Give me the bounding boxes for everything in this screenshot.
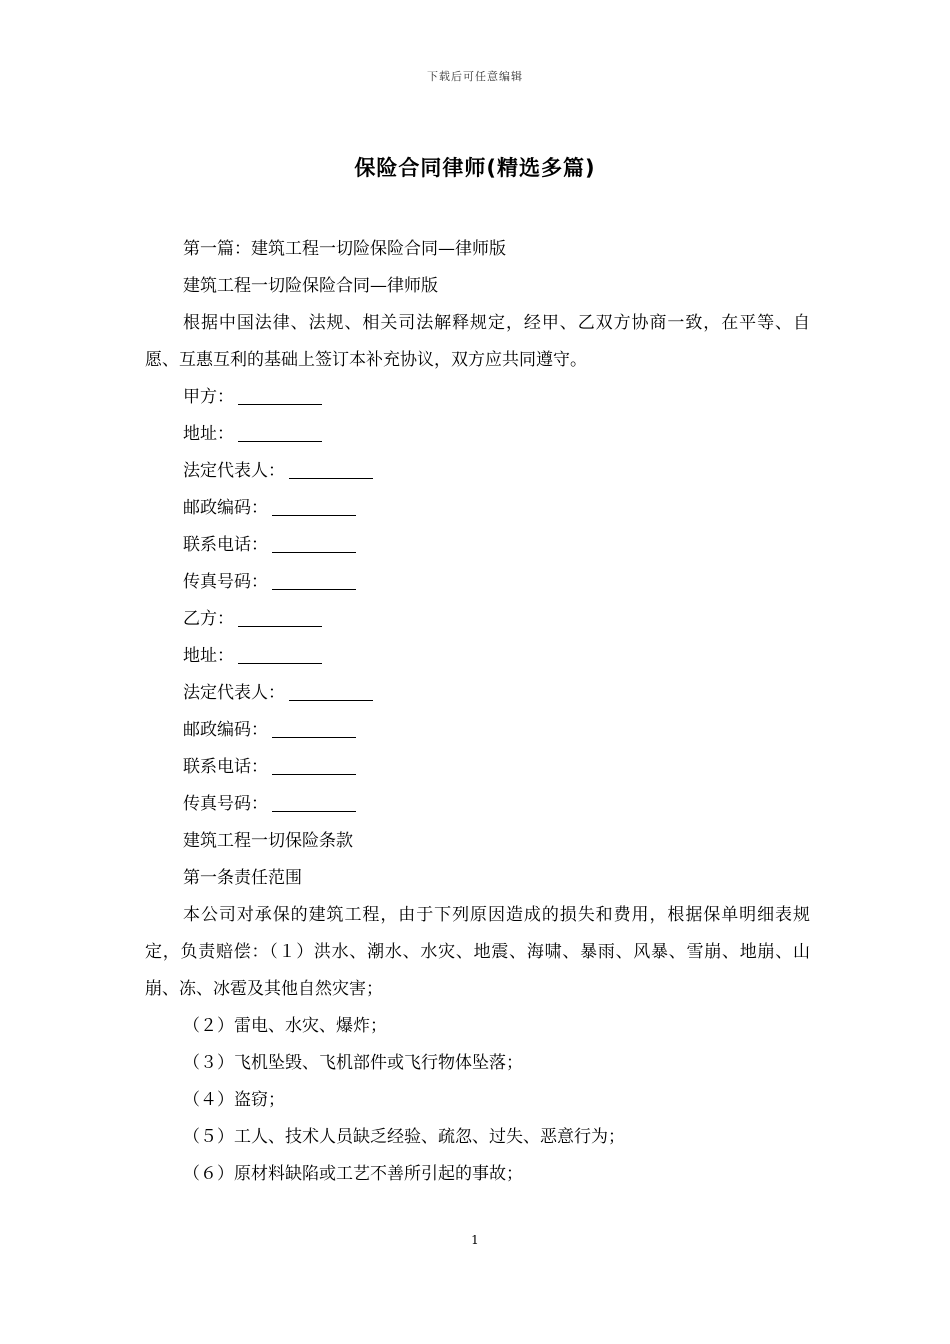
article-heading: 第一条责任范围	[183, 868, 302, 888]
fill-blank	[289, 477, 373, 479]
field-label: 地址：	[183, 646, 234, 666]
field-label: 法定代表人：	[183, 683, 285, 703]
party-a-phone-field	[145, 527, 810, 564]
party-b-phone-field	[145, 749, 810, 786]
party-b-field	[145, 601, 810, 638]
section-heading: 第一篇：建筑工程一切险保险合同—律师版	[183, 239, 506, 259]
fill-blank	[289, 699, 373, 701]
clauses-heading: 建筑工程一切保险条款	[183, 831, 353, 851]
field-label: 传真号码：	[183, 794, 268, 814]
page-number: 1	[471, 1233, 479, 1247]
coverage-item: （２）雷电、水灾、爆炸；	[183, 1016, 387, 1036]
party-a-postcode-field	[145, 490, 810, 527]
field-label: 乙方：	[183, 609, 234, 629]
document-body	[145, 231, 810, 1193]
document-title: 保险合同律师(精选多篇)	[354, 156, 596, 180]
field-label: 邮政编码：	[183, 720, 268, 740]
coverage-item: （６）原材料缺陷或工艺不善所引起的事故；	[183, 1164, 523, 1184]
fill-blank	[238, 625, 322, 627]
coverage-item: （５）工人、技术人员缺乏经验、疏忽、过失、恶意行为；	[183, 1127, 625, 1147]
fill-blank	[272, 773, 356, 775]
fill-blank	[272, 551, 356, 553]
fill-blank	[238, 403, 322, 405]
party-a-address-field	[145, 416, 810, 453]
field-label: 邮政编码：	[183, 498, 268, 518]
page-header-note: 下载后可任意编辑	[427, 70, 523, 83]
field-label: 联系电话：	[183, 757, 268, 777]
fill-blank	[272, 514, 356, 516]
coverage-paragraph: 本公司对承保的建筑工程，由于下列原因造成的损失和费用，根据保单明细表规定，负责赔偿：（１）洪水、潮水、水灾、地震、海啸、暴雨、风暴、雪崩、地崩、山崩、冻、冰雹及其他自然灾害；	[145, 905, 810, 999]
fill-blank	[272, 588, 356, 590]
party-a-representative-field	[145, 453, 810, 490]
coverage-item: （４）盗窃；	[183, 1090, 285, 1110]
field-label: 法定代表人：	[183, 461, 285, 481]
field-label: 联系电话：	[183, 535, 268, 555]
fill-blank	[238, 440, 322, 442]
field-label: 传真号码：	[183, 572, 268, 592]
party-a-fax-field	[145, 564, 810, 601]
intro-paragraph: 根据中国法律、法规、相关司法解释规定，经甲、乙双方协商一致，在平等、自愿、互惠互利的基础上签订本补充协议，双方应共同遵守。	[145, 313, 810, 370]
fill-blank	[272, 736, 356, 738]
coverage-item: （３）飞机坠毁、飞机部件或飞行物体坠落；	[183, 1053, 523, 1073]
fill-blank	[238, 662, 322, 664]
party-b-fax-field	[145, 786, 810, 823]
party-b-address-field	[145, 638, 810, 675]
party-a-field	[145, 379, 810, 416]
contract-title-line: 建筑工程一切险保险合同—律师版	[183, 276, 438, 296]
field-label: 地址：	[183, 424, 234, 444]
fill-blank	[272, 810, 356, 812]
field-label: 甲方：	[183, 387, 234, 407]
party-b-postcode-field	[145, 712, 810, 749]
party-b-representative-field	[145, 675, 810, 712]
